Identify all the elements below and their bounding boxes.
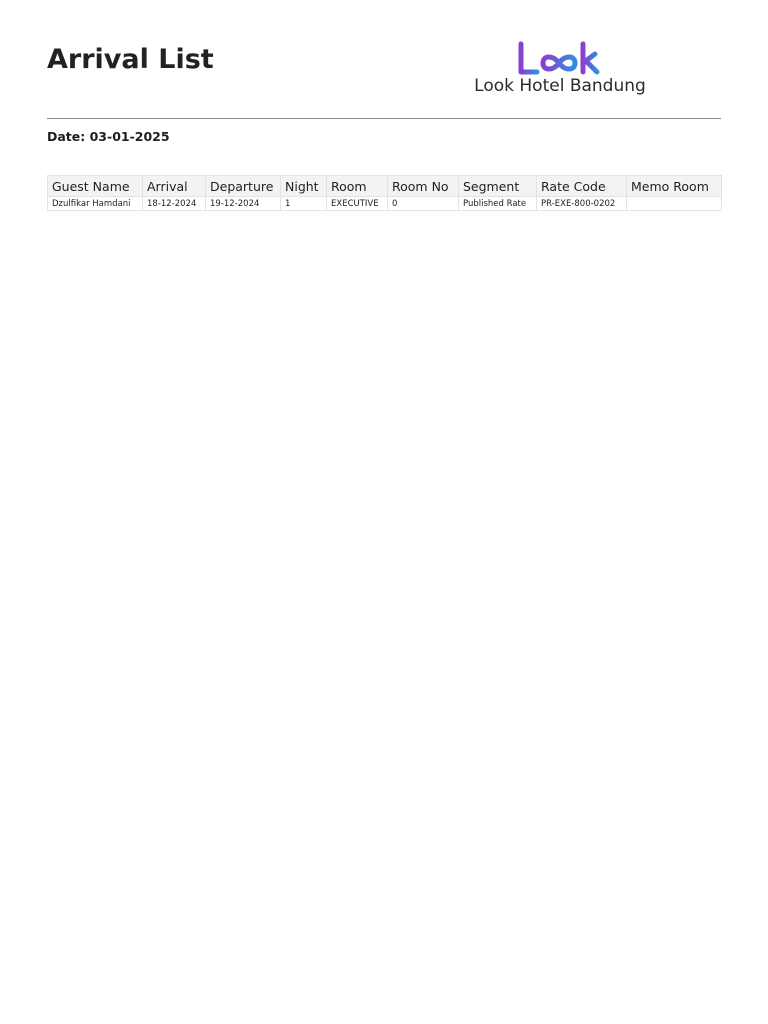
column-header-segment: Segment bbox=[459, 176, 537, 197]
cell-rate-code: PR-EXE-800-0202 bbox=[537, 197, 627, 211]
table-row bbox=[48, 197, 722, 211]
header-divider bbox=[47, 118, 721, 119]
column-header-arrival: Arrival bbox=[143, 176, 206, 197]
column-header-room: Room bbox=[327, 176, 388, 197]
cell-segment: Published Rate bbox=[459, 197, 537, 211]
report-date: Date: 03-01-2025 bbox=[47, 129, 170, 144]
cell-guest-name: Dzulfikar Hamdani bbox=[48, 197, 143, 211]
column-header-night: Night bbox=[281, 176, 327, 197]
table-header-row bbox=[48, 176, 722, 197]
column-header-room-no: Room No bbox=[388, 176, 459, 197]
column-header-guest-name: Guest Name bbox=[48, 176, 143, 197]
cell-room: EXECUTIVE bbox=[327, 197, 388, 211]
arrival-table bbox=[47, 175, 722, 211]
page-title: Arrival List bbox=[47, 44, 214, 75]
look-logo bbox=[515, 40, 605, 78]
cell-departure: 19-12-2024 bbox=[206, 197, 281, 211]
cell-memo-room bbox=[627, 197, 722, 211]
hotel-name: Look Hotel Bandung bbox=[474, 76, 646, 96]
hotel-brand bbox=[460, 40, 660, 100]
cell-night: 1 bbox=[281, 197, 327, 211]
cell-room-no: 0 bbox=[388, 197, 459, 211]
column-header-rate-code: Rate Code bbox=[537, 176, 627, 197]
column-header-memo-room: Memo Room bbox=[627, 176, 722, 197]
column-header-departure: Departure bbox=[206, 176, 281, 197]
cell-arrival: 18-12-2024 bbox=[143, 197, 206, 211]
